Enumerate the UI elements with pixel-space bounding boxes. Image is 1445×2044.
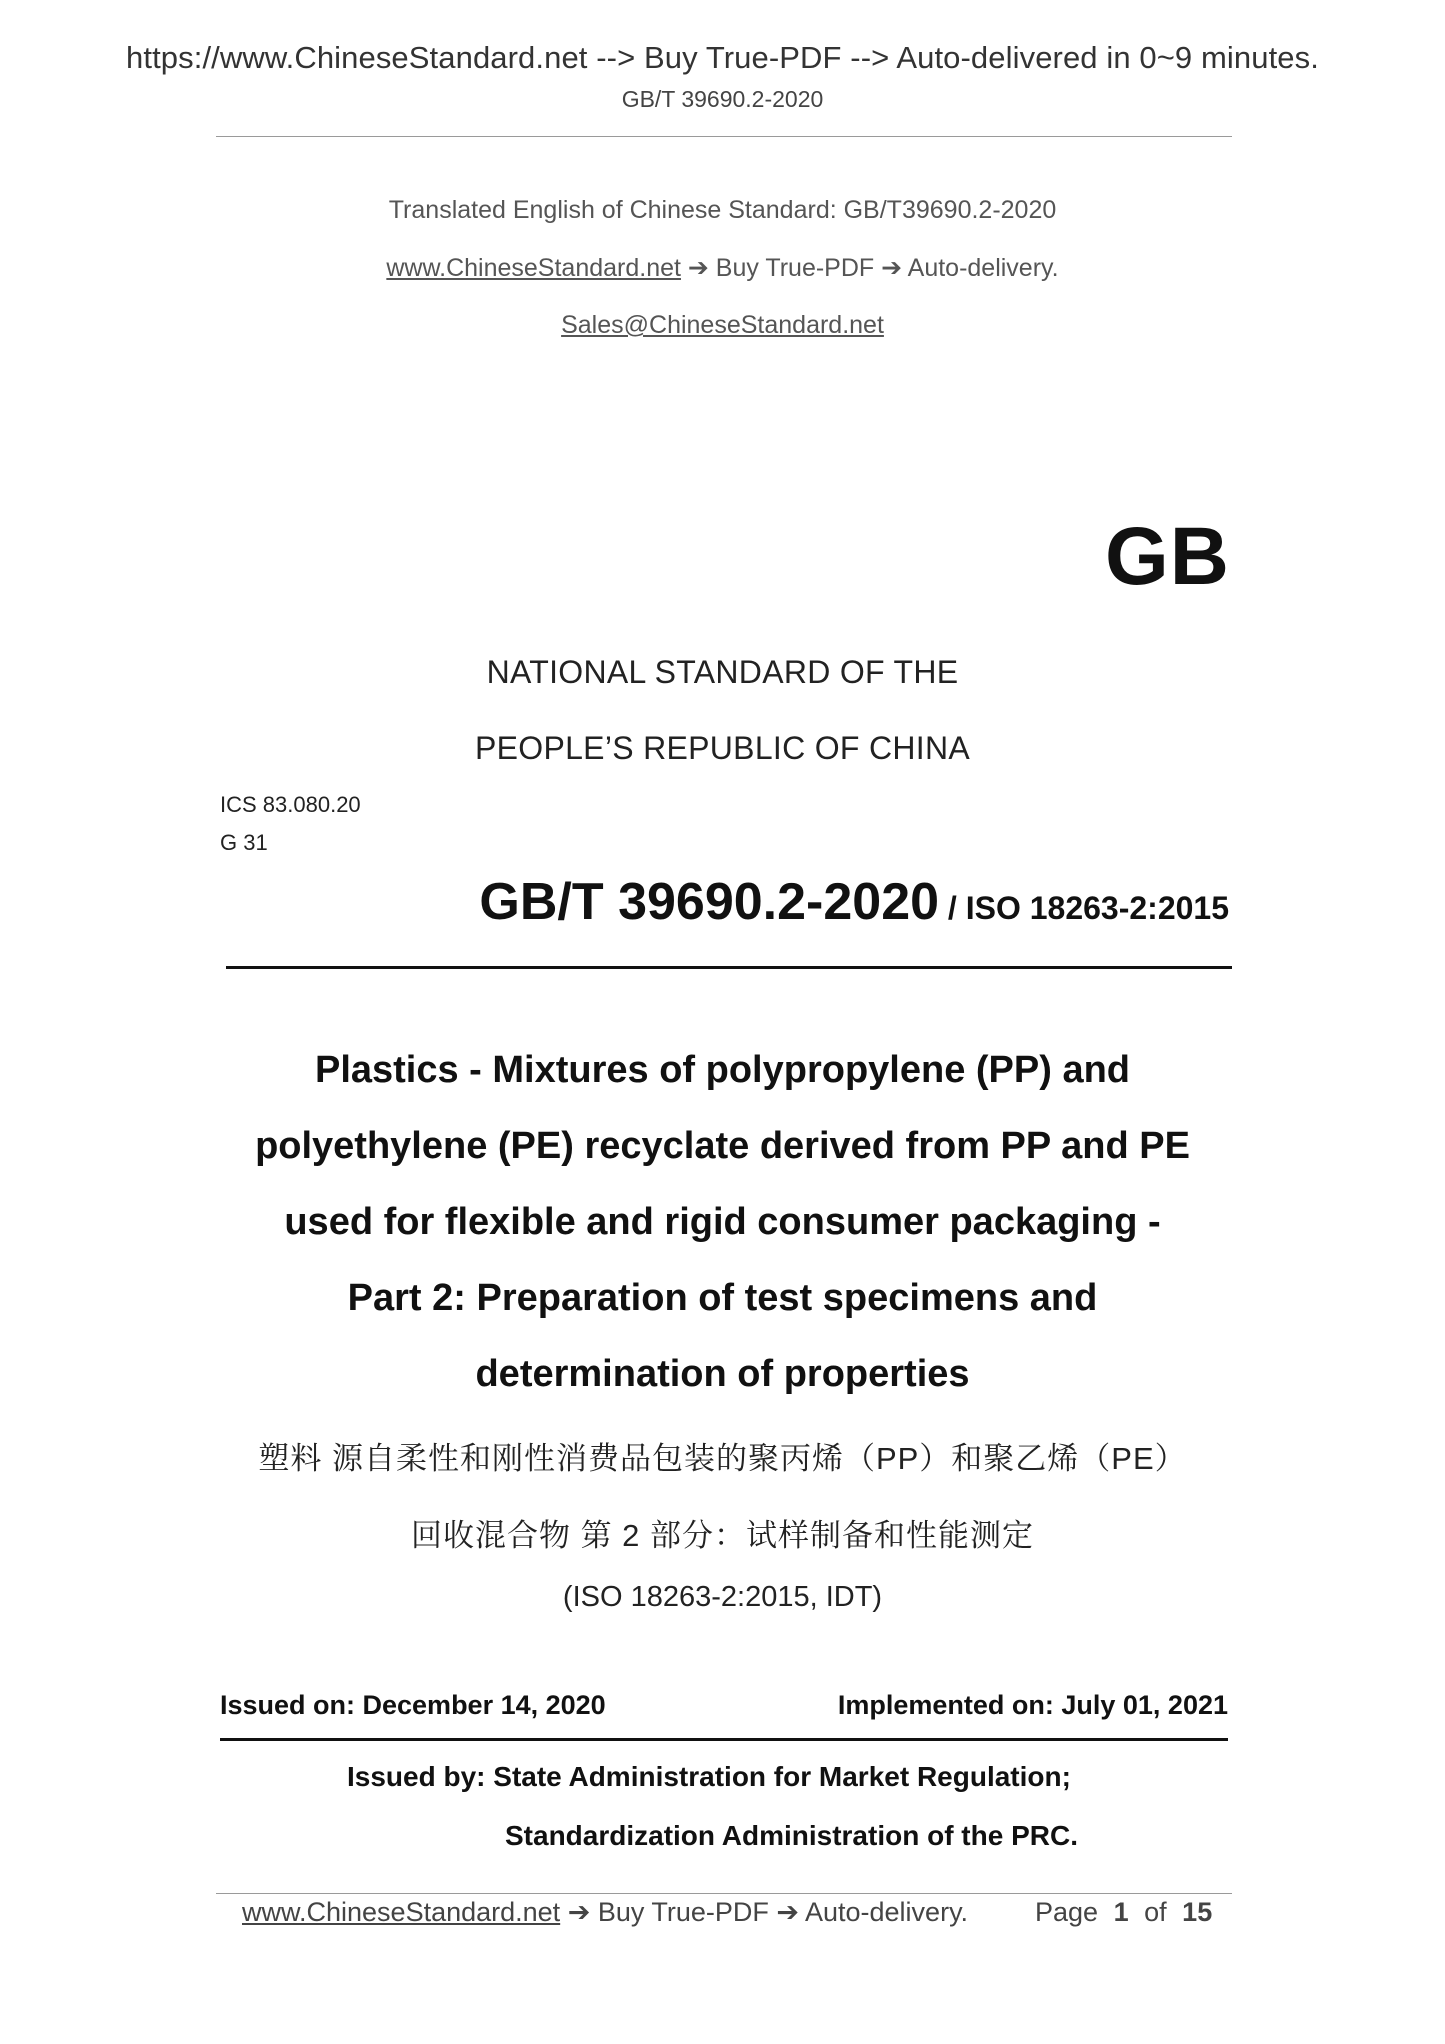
page-indicator	[1035, 1897, 1212, 1928]
banner-url[interactable]: https://www.ChineseStandard.net	[126, 40, 588, 75]
translation-links	[0, 253, 1445, 283]
national-line1: NATIONAL STANDARD OF THE	[486, 654, 959, 690]
issued-date: Issued on: December 14, 2020	[220, 1690, 606, 1720]
issued-by-line-1: Issued by: State Administration for Market Regulation;	[347, 1761, 1071, 1792]
footer-site-link[interactable]: www.ChineseStandard.net	[242, 1897, 561, 1927]
standard-number-block	[479, 872, 1229, 932]
chinese-title-line-1: 塑料 源自柔性和刚性消费品包装的聚丙烯（PP）和聚乙烯（PE）	[258, 1441, 1187, 1476]
dates-rule	[220, 1738, 1228, 1741]
title-rule	[226, 966, 1232, 969]
issued-by-line-2: Standardization Administration of the PRC.	[505, 1820, 1078, 1851]
header-std-code: GB/T 39690.2-2020	[621, 86, 824, 112]
page-current: 1	[1113, 1897, 1129, 1927]
ccs-code: G 31	[220, 830, 268, 855]
national-line2: PEOPLE’S REPUBLIC OF CHINA	[474, 730, 971, 766]
banner-text: --> Buy True-PDF --> Auto-delivered in 0~9 minutes.	[587, 40, 1319, 75]
email-link[interactable]: Sales@ChineseStandard.net	[561, 311, 884, 339]
standard-number: GB/T 39690.2-2020	[479, 873, 940, 931]
iso-reference: / ISO 18263-2:2015	[939, 890, 1229, 926]
buy-text: ➔ Buy True-PDF ➔ Auto-delivery.	[680, 254, 1059, 282]
ics-code: ICS 83.080.20	[220, 792, 361, 817]
idt-reference: (ISO 18263-2:2015, IDT)	[562, 1581, 883, 1613]
footer-divider	[216, 1893, 1232, 1894]
translation-line: Translated English of Chinese Standard: GB/T39690.2-2020	[388, 196, 1057, 224]
footer-links	[242, 1897, 968, 1928]
title-line-5: determination of properties	[475, 1353, 970, 1395]
title-line-4: Part 2: Preparation of test specimens and	[347, 1277, 1098, 1319]
email-row	[0, 311, 1445, 340]
gb-logo: GB	[1105, 511, 1230, 602]
page-total: 15	[1182, 1897, 1213, 1927]
title-line-1: Plastics - Mixtures of polypropylene (PP) and	[314, 1049, 1131, 1091]
title-line-2: polyethylene (PE) recyclate derived from PP and PE	[255, 1125, 1190, 1167]
of-label: of	[1144, 1897, 1167, 1927]
page-label: Page	[1035, 1897, 1099, 1927]
header-divider	[216, 136, 1232, 137]
implemented-date: Implemented on: July 01, 2021	[837, 1690, 1228, 1720]
site-link[interactable]: www.ChineseStandard.net	[386, 254, 681, 282]
chinese-title-line-2: 回收混合物 第 2 部分：试样制备和性能测定	[410, 1518, 1035, 1553]
title-line-3: used for flexible and rigid consumer packaging -	[284, 1201, 1161, 1243]
header-banner	[0, 40, 1445, 76]
footer-buy-text: ➔ Buy True-PDF ➔ Auto-delivery.	[560, 1897, 969, 1927]
